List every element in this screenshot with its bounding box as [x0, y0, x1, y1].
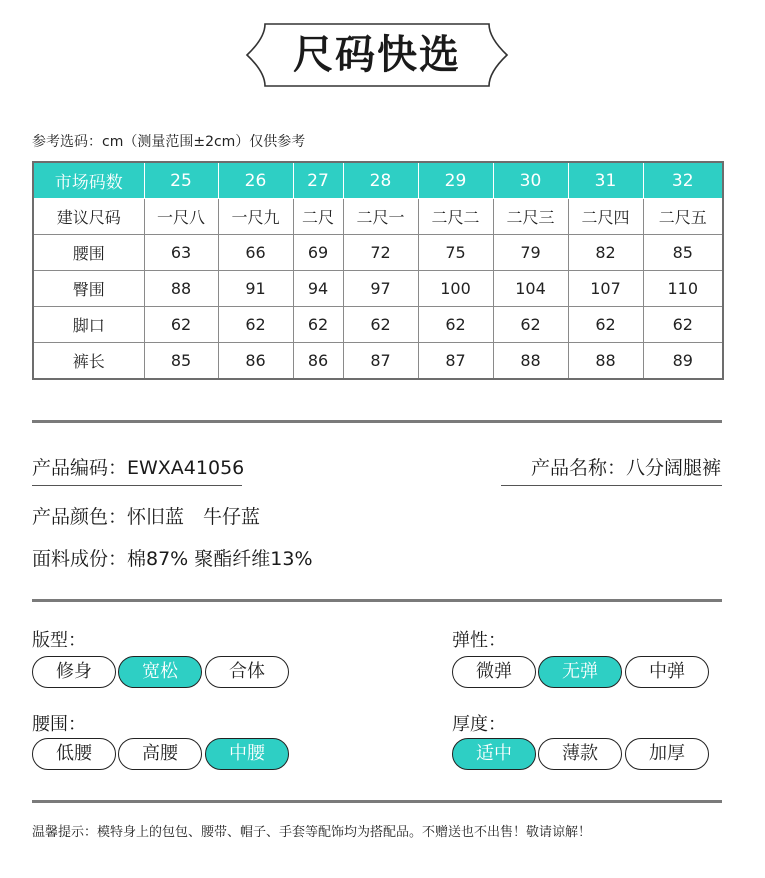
table-header-cell: 31	[568, 162, 643, 199]
table-cell: 裤长	[33, 343, 144, 380]
table-cell: 86	[293, 343, 343, 380]
divider	[32, 420, 722, 423]
size-table	[32, 161, 724, 380]
warm-tip: 温馨提示：模特身上的包包、腰带、帽子、手套等配饰均为搭配品。不赠送也不出售！敬请谅解！	[32, 825, 592, 840]
table-header-cell: 27	[293, 162, 343, 199]
table-header-cell: 28	[343, 162, 418, 199]
table-cell: 62	[218, 307, 293, 343]
elasticity-option-selected: 无弹	[538, 656, 622, 688]
thickness-option-selected: 适中	[452, 738, 536, 770]
waist-option-selected: 中腰	[205, 738, 289, 770]
fit-option-selected: 宽松	[118, 656, 202, 688]
table-cell: 二尺二	[418, 199, 493, 235]
table-cell: 88	[144, 271, 218, 307]
table-cell: 82	[568, 235, 643, 271]
waist-option: 高腰	[118, 738, 202, 770]
page-title: 尺码快选	[293, 32, 461, 78]
product-name-underline	[501, 485, 722, 486]
waist-option: 低腰	[32, 738, 116, 770]
table-cell: 85	[144, 343, 218, 380]
table-cell: 87	[418, 343, 493, 380]
table-cell: 62	[343, 307, 418, 343]
table-cell: 腰围	[33, 235, 144, 271]
fabric-composition: 面料成份：棉87% 聚酯纤维13%	[32, 548, 313, 570]
table-header-cell: 30	[493, 162, 568, 199]
table-cell: 62	[493, 307, 568, 343]
thickness-option: 加厚	[625, 738, 709, 770]
product-code: 产品编码：EWXA41056	[32, 457, 245, 479]
table-row	[33, 307, 723, 343]
table-cell: 一尺九	[218, 199, 293, 235]
table-cell: 62	[568, 307, 643, 343]
table-header-cell: 29	[418, 162, 493, 199]
table-cell: 97	[343, 271, 418, 307]
reference-note: 参考选码：cm（测量范围±2cm）仅供参考	[32, 134, 306, 150]
table-header-cell: 25	[144, 162, 218, 199]
table-cell: 75	[418, 235, 493, 271]
table-cell: 79	[493, 235, 568, 271]
table-cell: 91	[218, 271, 293, 307]
table-cell: 104	[493, 271, 568, 307]
table-cell: 87	[343, 343, 418, 380]
table-cell: 二尺	[293, 199, 343, 235]
product-name: 产品名称：八分阔腿裤	[530, 457, 721, 479]
table-cell: 建议尺码	[33, 199, 144, 235]
thickness-label: 厚度：	[452, 714, 506, 735]
table-cell: 臀围	[33, 271, 144, 307]
elasticity-label: 弹性：	[452, 630, 506, 651]
table-row	[33, 199, 723, 235]
table-cell: 85	[643, 235, 723, 271]
table-row	[33, 271, 723, 307]
table-cell: 94	[293, 271, 343, 307]
product-code-underline	[32, 485, 242, 486]
fit-option: 合体	[205, 656, 289, 688]
table-cell: 63	[144, 235, 218, 271]
table-cell: 脚口	[33, 307, 144, 343]
divider	[32, 800, 722, 803]
table-row	[33, 235, 723, 271]
table-cell: 110	[643, 271, 723, 307]
table-cell: 89	[643, 343, 723, 380]
table-cell: 69	[293, 235, 343, 271]
table-cell: 二尺四	[568, 199, 643, 235]
table-header-cell: 26	[218, 162, 293, 199]
product-color: 产品颜色：怀旧蓝 牛仔蓝	[32, 506, 261, 528]
table-cell: 二尺三	[493, 199, 568, 235]
title-banner	[245, 22, 509, 88]
elasticity-option: 中弹	[625, 656, 709, 688]
table-cell: 66	[218, 235, 293, 271]
table-cell: 62	[144, 307, 218, 343]
table-cell: 62	[418, 307, 493, 343]
table-cell: 72	[343, 235, 418, 271]
fit-label: 版型：	[32, 630, 86, 651]
divider	[32, 599, 722, 602]
table-row	[33, 343, 723, 380]
thickness-option: 薄款	[538, 738, 622, 770]
table-cell: 100	[418, 271, 493, 307]
table-cell: 62	[643, 307, 723, 343]
table-header-row	[33, 162, 723, 199]
elasticity-option: 微弹	[452, 656, 536, 688]
table-cell: 一尺八	[144, 199, 218, 235]
table-header-cell: 市场码数	[33, 162, 144, 199]
fit-option: 修身	[32, 656, 116, 688]
waist-label: 腰围：	[32, 714, 86, 735]
table-cell: 62	[293, 307, 343, 343]
table-cell: 二尺五	[643, 199, 723, 235]
table-cell: 86	[218, 343, 293, 380]
table-cell: 88	[568, 343, 643, 380]
table-cell: 二尺一	[343, 199, 418, 235]
table-cell: 88	[493, 343, 568, 380]
table-cell: 107	[568, 271, 643, 307]
table-header-cell: 32	[643, 162, 723, 199]
